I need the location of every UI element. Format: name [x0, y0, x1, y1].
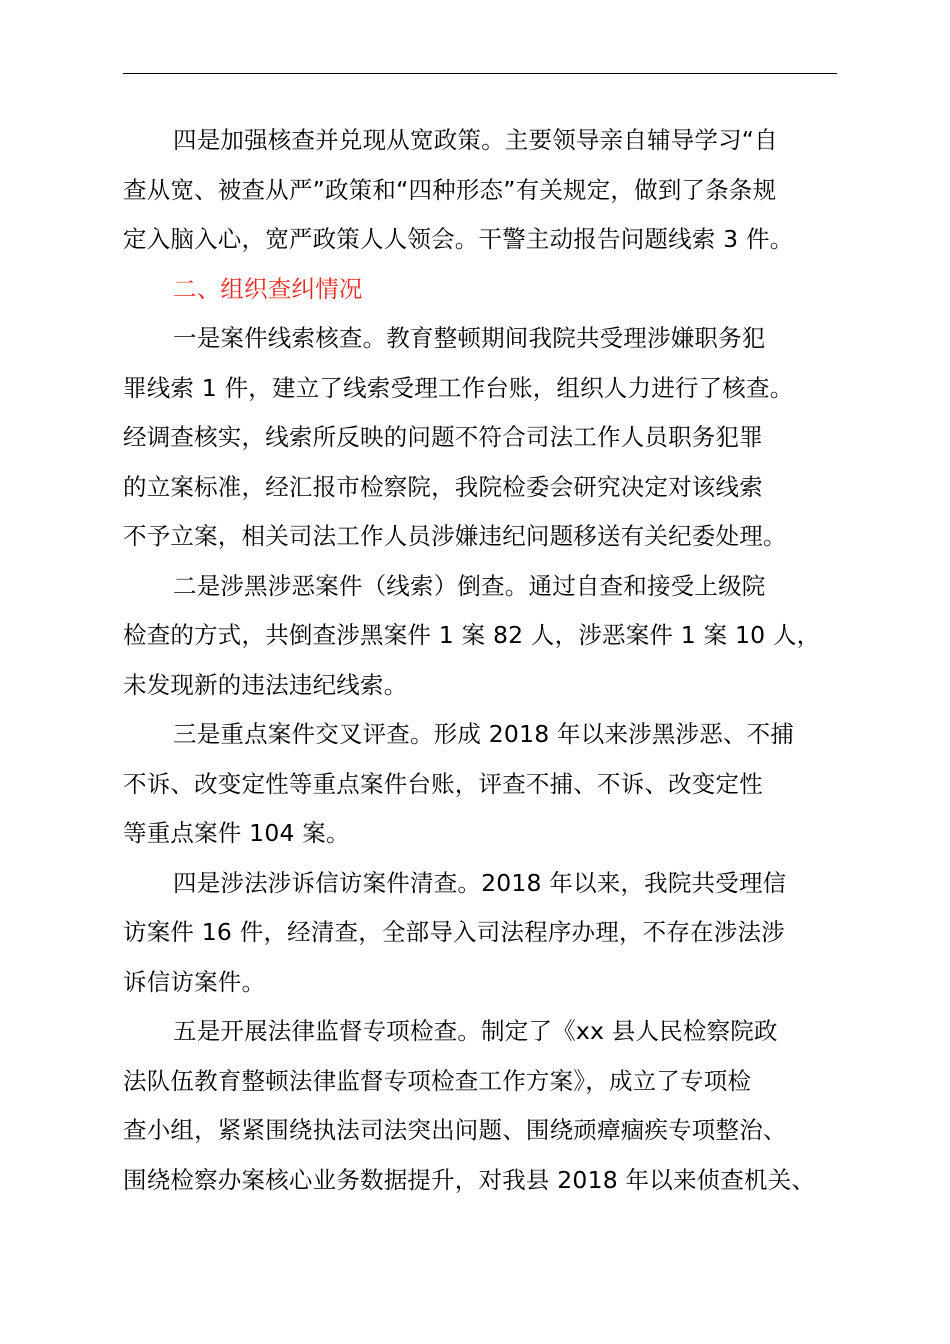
- text-line: 查从宽、被查从严”政策和“四种形态”有关规定，做到了条条规: [123, 175, 777, 204]
- document-body: [123, 116, 863, 1205]
- text-line: 经调查核实，线索所反映的问题不符合司法工作人员职务犯罪: [123, 423, 763, 451]
- text-line: 等重点案件 104 案。: [123, 819, 350, 847]
- text-line: 五是开展法律监督专项检查。制定了《xx 县人民检察院政: [173, 1017, 778, 1045]
- text-line: 三是重点案件交叉评查。形成 2018 年以来涉黑涉恶、不捕: [173, 720, 795, 748]
- header-rule: [123, 73, 837, 74]
- paragraph: [123, 710, 863, 859]
- section-heading: [123, 265, 863, 315]
- text-line: 法队伍教育整顿法律监督专项检查工作方案》，成立了专项检: [123, 1066, 752, 1095]
- paragraph: [123, 1007, 863, 1205]
- text-line: 诉信访案件。: [123, 967, 266, 996]
- text-line: 二是涉黑涉恶案件（线索）倒查。通过自查和接受上级院: [173, 571, 766, 600]
- text-line: 一是案件线索核查。教育整顿期间我院共受理涉嫌职务犯: [173, 324, 766, 352]
- text-line: 罪线索 1 件，建立了线索受理工作台账，组织人力进行了核查。: [123, 373, 794, 402]
- paragraph: [123, 116, 863, 265]
- paragraph: [123, 859, 863, 1008]
- text-line: 查小组，紧紧围绕执法司法突出问题、围绕顽瘴痼疾专项整治、: [123, 1116, 787, 1144]
- text-line: 访案件 16 件，经清查，全部导入司法程序办理，不存在涉法涉: [123, 918, 785, 946]
- paragraph: [123, 562, 863, 711]
- text-line: 定入脑入心，宽严政策人人领会。干警主动报告问题线索 3 件。: [123, 225, 794, 253]
- text-line: 未发现新的违法违纪线索。: [123, 670, 408, 699]
- text-line: 四是加强核查并兑现从宽政策。主要领导亲自辅导学习“自: [173, 126, 778, 154]
- text-line: 的立案标准，经汇报市检察院，我院检委会研究决定对该线索: [123, 472, 763, 501]
- text-line: 四是涉法涉诉信访案件清查。2018 年以来，我院共受理信: [173, 868, 787, 897]
- text-line: 不予立案，相关司法工作人员涉嫌违纪问题移送有关纪委处理。: [123, 522, 787, 550]
- text-line: 围绕检察办案核心业务数据提升，对我县 2018 年以来侦查机关、: [123, 1165, 816, 1194]
- text-line: 检查的方式，共倒查涉黑案件 1 案 82 人，涉恶案件 1 案 10 人，: [123, 621, 821, 649]
- paragraph: [123, 314, 863, 562]
- text-line: 二、组织查纠情况: [173, 274, 363, 303]
- text-line: 不诉、改变定性等重点案件台账，评查不捕、不诉、改变定性: [123, 769, 763, 798]
